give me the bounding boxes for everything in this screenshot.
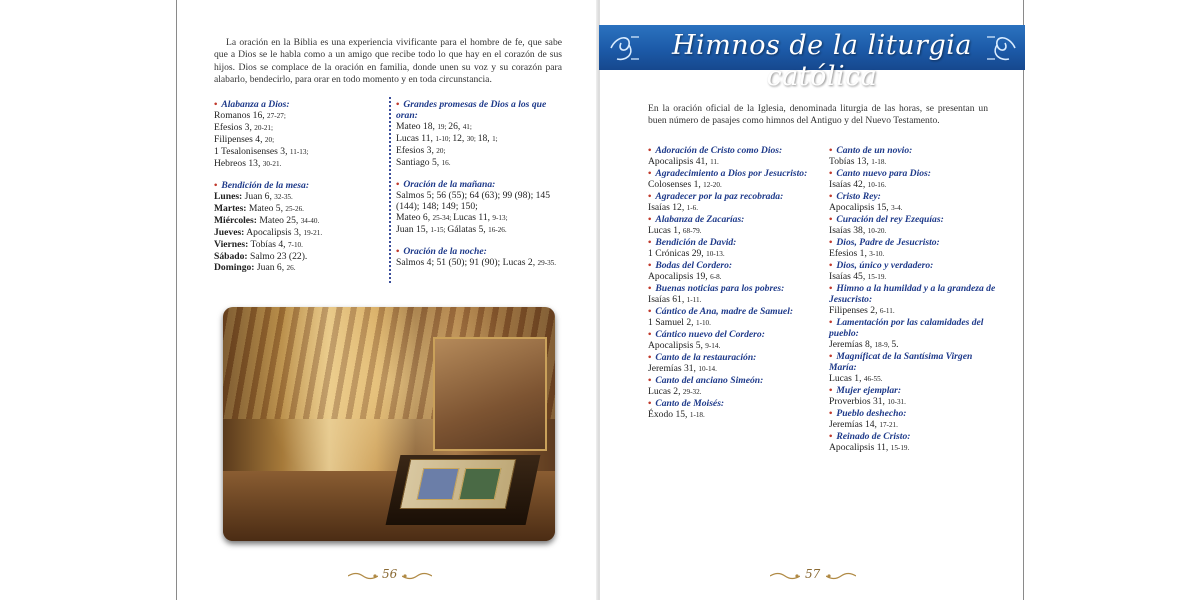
book-reference: Apocalipsis 5, — [648, 340, 706, 351]
bullet-icon: • — [829, 351, 833, 362]
book-reference: Isaías 38, — [829, 225, 868, 236]
book-reference: Jeremías 14, — [829, 419, 880, 430]
verse-number: 9-14. — [705, 342, 721, 350]
section-title — [648, 237, 818, 248]
book-reference: Apocalipsis 11, — [829, 442, 891, 453]
right-intro-paragraph: En la oración oficial de la Iglesia, denominada liturgia de las horas, se presentan un buen número de pasajes como himnos del Antiguo y del Nuevo Testamento. — [648, 103, 988, 127]
section-title-text: Canto del anciano Simeón: — [655, 375, 764, 386]
book-reference: Jeremías 31, — [648, 363, 699, 374]
photo-illuminated-book — [400, 459, 517, 509]
verse-number: 12-20. — [703, 181, 722, 189]
hymn-reference — [829, 202, 999, 214]
book-reference: Filipenses 2, — [829, 305, 880, 316]
bullet-icon: • — [648, 283, 652, 294]
hymn-reference — [648, 225, 818, 237]
hymn-reference — [648, 271, 818, 283]
section-title-text: Canto de la restauración: — [655, 352, 757, 363]
bullet-icon: • — [396, 179, 400, 190]
verse-number: 19-21. — [303, 229, 323, 237]
bullet-icon: • — [829, 408, 833, 419]
bullet-icon: • — [214, 180, 218, 191]
section-title — [648, 352, 818, 363]
verse-number: 3-4. — [891, 204, 903, 212]
section-title-text: Canto de un novio: — [836, 145, 913, 156]
book-reference: Mateo 5, — [246, 203, 286, 214]
section-title — [648, 398, 818, 409]
reference-line — [396, 133, 564, 145]
bullet-icon: • — [829, 283, 833, 294]
section-title — [829, 408, 999, 419]
book-reference: Apocalipsis 3, — [244, 227, 304, 238]
verse-number: 29-32. — [682, 388, 702, 396]
section-title-text: Canto nuevo para Dios: — [836, 168, 931, 179]
verse-number: 1-18. — [871, 158, 887, 166]
book-reference: Gálatas 5, — [447, 224, 489, 235]
book-reference: 1 Samuel 2, — [648, 317, 696, 328]
bullet-icon: • — [648, 375, 652, 386]
book-reference: Tobías 4, — [248, 239, 288, 250]
section-title — [829, 191, 999, 202]
prayer-section — [396, 99, 564, 169]
hymn-entry — [648, 283, 818, 306]
book-reference: 1 Crónicas 29, — [648, 248, 707, 259]
section-title-text: Cántico de Ana, madre de Samuel: — [655, 306, 794, 317]
verse-number: 34-40. — [300, 217, 320, 225]
hymn-reference — [648, 202, 818, 214]
verse-number: 1-15; — [430, 226, 448, 234]
section-title — [829, 385, 999, 396]
section-title-text: Bendición de David: — [655, 237, 737, 248]
section-title — [648, 168, 818, 179]
vatican-library-photo — [223, 307, 555, 541]
verse-number: 15-19. — [890, 444, 910, 452]
verse-number: 15-19. — [867, 273, 887, 281]
hymn-entry — [829, 283, 999, 317]
section-title — [648, 306, 818, 317]
book-reference: Hebreos 13, — [214, 158, 263, 169]
section-title-text: Bendición de la mesa: — [221, 180, 310, 191]
section-title-text: Alabanza a Dios: — [221, 99, 290, 110]
book-right-illumination — [459, 468, 502, 500]
book-reference: Efesios 3, — [396, 145, 437, 156]
section-title-text: Himno a la humildad y a la grandeza de Jesucristo: — [829, 283, 996, 305]
book-reference: Isaías 61, — [648, 294, 687, 305]
hymn-reference — [829, 156, 999, 168]
reference-line — [214, 146, 382, 158]
section-title-text: Pueblo deshecho: — [836, 408, 907, 419]
bullet-icon: • — [648, 260, 652, 271]
hymn-entry — [829, 237, 999, 260]
book-reference: 12, — [452, 133, 467, 144]
hymn-reference — [648, 363, 818, 375]
page-ornament-right-icon — [402, 571, 432, 581]
left-intro-paragraph: La oración en la Biblia es una experiencia vivificante para el hombre de fe, que sabe que a Dios se le habla como a un amigo que recibe todo lo que hay en el corazón de sus hijos. Dios se complace de la oración en familia, donde unen su voz y su corazón para alabarlo, bendecirlo, para orar en todo momento y en toda circunstancia. — [214, 37, 562, 85]
hymn-reference — [648, 179, 818, 191]
hymn-reference — [829, 305, 999, 317]
book-reference: Isaías 42, — [829, 179, 868, 190]
weekday-label: Jueves: — [214, 227, 245, 238]
book-reference: Apocalipsis 19, — [648, 271, 711, 282]
reference-line — [214, 227, 382, 239]
verse-number: 7-10. — [287, 241, 303, 249]
reference-line — [396, 224, 564, 236]
verse-number: 41; — [462, 123, 472, 131]
book-reference: Efesios 3, — [214, 122, 255, 133]
book-reference: Lucas 1, — [829, 373, 864, 384]
section-title — [214, 180, 382, 191]
bullet-icon: • — [648, 398, 652, 409]
book-reference: Éxodo 15, — [648, 409, 690, 420]
reference-line — [214, 191, 382, 203]
section-title — [648, 191, 818, 202]
hymn-reference — [829, 442, 999, 454]
weekday-label: Miércoles: — [214, 215, 257, 226]
hymn-reference — [648, 409, 818, 421]
right-column-2 — [829, 145, 999, 454]
bullet-icon: • — [396, 246, 400, 257]
verse-number: 16-26. — [488, 226, 507, 234]
section-title — [396, 179, 564, 190]
section-title-text: Alabanza de Zacarías: — [655, 214, 745, 225]
book-reference: Mateo 6, — [396, 212, 433, 223]
bullet-icon: • — [396, 99, 400, 110]
hymn-entry — [829, 168, 999, 191]
weekday-label: Sábado: — [214, 251, 248, 262]
hymn-entry — [829, 408, 999, 431]
section-title — [829, 283, 999, 305]
section-title — [648, 214, 818, 225]
verse-number: 1-18. — [689, 411, 705, 419]
section-title-text: Dios, único y verdadero: — [836, 260, 934, 271]
hymn-entry — [648, 237, 818, 260]
book-reference: Juan 6, — [242, 191, 275, 202]
book-reference: 5. — [891, 339, 899, 350]
hymn-reference — [829, 248, 999, 260]
verse-number: 1-10. — [695, 319, 711, 327]
hymn-entry — [829, 191, 999, 214]
book-reference: Jeremías 8, — [829, 339, 875, 350]
section-title-text: Canto de Moisés: — [655, 398, 725, 409]
verse-number: 18-9, — [874, 341, 892, 349]
verse-number: 1-10; — [435, 135, 453, 143]
page-ornament-left-icon — [348, 571, 378, 581]
section-title — [648, 260, 818, 271]
hymn-reference — [829, 373, 999, 385]
left-column-2 — [396, 99, 564, 279]
chapter-title: Himnos de la liturgia católica — [672, 30, 972, 92]
book-reference: Apocalipsis 15, — [829, 202, 892, 213]
verse-number: 30-21. — [262, 160, 282, 168]
verse-number: 3-10. — [869, 250, 885, 258]
reference-line — [214, 158, 382, 170]
chapter-header-band — [599, 25, 1025, 92]
bullet-icon: • — [829, 214, 833, 225]
bullet-icon: • — [829, 431, 833, 442]
section-title-text: Magníficat de la Santísima Virgen María: — [829, 351, 973, 373]
hymn-reference — [648, 248, 818, 260]
bullet-icon: • — [829, 145, 833, 156]
verse-number: 25-26. — [285, 205, 304, 213]
section-title-text: Oración de la noche: — [403, 246, 487, 257]
reference-line — [214, 239, 382, 251]
reference-line — [214, 122, 382, 134]
bullet-icon: • — [829, 260, 833, 271]
verse-number: 16. — [441, 159, 451, 167]
verse-number: 32-35. — [274, 193, 293, 201]
hymn-entry — [648, 306, 818, 329]
section-title-text: Curación del rey Ezequías: — [836, 214, 944, 225]
reference-line — [214, 110, 382, 122]
bullet-icon: • — [829, 237, 833, 248]
page-number-56: 56 — [382, 567, 398, 581]
hymn-entry — [648, 352, 818, 375]
verse-number: 6-11. — [879, 307, 895, 315]
verse-number: 10-14. — [698, 365, 717, 373]
section-title-text: Agradecimiento a Dios por Jesucristo: — [655, 168, 808, 179]
reference-line — [396, 145, 564, 157]
book-reference: Juan 6, — [254, 262, 287, 273]
hymn-entry — [829, 214, 999, 237]
book-reference: 18, — [477, 133, 493, 144]
reference-line — [396, 190, 564, 212]
hymn-reference — [829, 419, 999, 431]
verse-number: 29-35. — [537, 259, 557, 267]
reference-line — [396, 157, 564, 169]
reference-line — [396, 121, 564, 133]
hymn-reference — [829, 271, 999, 283]
prayer-section — [396, 246, 564, 269]
section-title — [396, 246, 564, 257]
book-reference: Salmos 4; 51 (50); 91 (90); Lucas 2, — [396, 257, 538, 268]
verse-number: 10-20. — [867, 227, 887, 235]
hymn-entry — [829, 431, 999, 454]
verse-number: 19; — [437, 123, 449, 131]
verse-number: 26. — [286, 264, 296, 272]
section-title-text: Mujer ejemplar: — [836, 385, 902, 396]
hymn-reference — [829, 396, 999, 408]
section-title-text: Cántico nuevo del Cordero: — [655, 329, 765, 340]
reference-line — [214, 251, 382, 262]
section-title — [648, 375, 818, 386]
bullet-icon: • — [648, 306, 652, 317]
book-reference: Filipenses 4, — [214, 134, 265, 145]
section-title — [829, 145, 999, 156]
section-title-text: Reinado de Cristo: — [836, 431, 911, 442]
section-title-text: Lamentación por las calamidades del pueblo: — [829, 317, 984, 339]
weekday-label: Lunes: — [214, 191, 243, 202]
book-reference: Lucas 11, — [453, 212, 493, 223]
right-page-edge — [1023, 0, 1024, 600]
section-title — [829, 214, 999, 225]
hymn-entry — [829, 385, 999, 408]
verse-number: 46-55. — [863, 375, 883, 383]
book-reference: Salmo 23 (22). — [247, 251, 308, 262]
hymn-entry — [829, 317, 999, 351]
verse-number: 10-16. — [867, 181, 887, 189]
hymn-entry — [648, 329, 818, 352]
hymn-reference — [648, 156, 818, 168]
section-title — [214, 99, 382, 110]
section-title — [829, 237, 999, 248]
section-title-text: Bodas del Cordero: — [655, 260, 733, 271]
section-title — [829, 431, 999, 442]
hymn-entry — [648, 191, 818, 214]
right-column-1 — [648, 145, 818, 421]
page-ornament-left-icon — [770, 571, 800, 581]
book-reference: Lucas 2, — [648, 386, 683, 397]
verse-number: 10-13. — [706, 250, 725, 258]
section-title-text: Oración de la mañana: — [403, 179, 496, 190]
weekday-label: Viernes: — [214, 239, 249, 250]
verse-number: 11-13; — [289, 148, 309, 156]
flourish-right-icon — [983, 31, 1019, 65]
verse-number: 17-21. — [879, 421, 898, 429]
verse-number: 68-79. — [682, 227, 702, 235]
column-divider — [389, 97, 391, 283]
bullet-icon: • — [214, 99, 218, 110]
prayer-section — [214, 180, 382, 274]
book-reference: Proverbios 31, — [829, 396, 888, 407]
verse-number: 10-31. — [887, 398, 906, 406]
hymn-entry — [648, 375, 818, 398]
hymn-reference — [829, 225, 999, 237]
hymn-reference — [829, 339, 999, 351]
hymn-entry — [829, 260, 999, 283]
section-title — [829, 168, 999, 179]
book-reference: 26, — [448, 121, 463, 132]
section-title — [648, 329, 818, 340]
hymn-entry — [648, 145, 818, 168]
verse-number: 6-8. — [710, 273, 722, 281]
book-reference: Romanos 16, — [214, 110, 268, 121]
hymn-reference — [648, 386, 818, 398]
verse-number: 1-11. — [686, 296, 702, 304]
book-reference: Efesios 1, — [829, 248, 870, 259]
section-title — [829, 351, 999, 373]
section-title-text: Dios, Padre de Jesucristo: — [836, 237, 940, 248]
photo-fresco — [433, 337, 547, 451]
bullet-icon: • — [648, 237, 652, 248]
page-number-57: 57 — [805, 567, 821, 581]
verse-number: 20; — [264, 136, 275, 144]
book-reference: 1 Tesalonisenses 3, — [214, 146, 290, 157]
section-title — [648, 145, 818, 156]
verse-number: 1-6. — [686, 204, 699, 212]
book-left-illumination — [417, 468, 460, 500]
book-reference: Isaías 45, — [829, 271, 868, 282]
verse-number: 9-13; — [492, 214, 508, 222]
prayer-section — [396, 179, 564, 236]
section-title-text: Agradecer por la paz recobrada: — [655, 191, 784, 202]
book-reference: Salmos 5; 56 (55); 64 (63); 99 (98); 145 (144); 148; 149; 150; — [396, 190, 551, 212]
book-reference: Mateo 18, — [396, 121, 438, 132]
hymn-reference — [829, 179, 999, 191]
verse-number: 30; — [466, 135, 478, 143]
weekday-label: Martes: — [214, 203, 247, 214]
section-title-text: Adoración de Cristo como Dios: — [655, 145, 783, 156]
verse-number: 27-27; — [267, 112, 286, 120]
hymn-entry — [648, 260, 818, 283]
page-ornament-right-icon — [826, 571, 856, 581]
bullet-icon: • — [648, 214, 652, 225]
verse-number: 20; — [436, 147, 446, 155]
reference-line — [396, 212, 564, 224]
bullet-icon: • — [829, 385, 833, 396]
book-reference: Lucas 1, — [648, 225, 683, 236]
bullet-icon: • — [829, 317, 833, 328]
book-reference: Apocalipsis 41, — [648, 156, 711, 167]
prayer-section — [214, 99, 382, 170]
book-reference: Santiago 5, — [396, 157, 442, 168]
verse-number: 1; — [492, 135, 498, 143]
hymn-reference — [648, 294, 818, 306]
book-reference: Juan 15, — [396, 224, 431, 235]
bullet-icon: • — [648, 329, 652, 340]
bullet-icon: • — [648, 191, 652, 202]
flourish-left-icon — [607, 31, 643, 65]
book-reference: Tobías 13, — [829, 156, 872, 167]
section-title — [829, 317, 999, 339]
book-reference: Lucas 11, — [396, 133, 436, 144]
hymn-reference — [648, 317, 818, 329]
bullet-icon: • — [648, 168, 652, 179]
bullet-icon: • — [829, 191, 833, 202]
reference-line — [214, 215, 382, 227]
verse-number: 20-21; — [254, 124, 274, 132]
section-title — [829, 260, 999, 271]
reference-line — [214, 134, 382, 146]
reference-line — [396, 257, 564, 269]
reference-line — [214, 203, 382, 215]
hymn-entry — [648, 398, 818, 421]
hymn-entry — [829, 145, 999, 168]
left-column-1 — [214, 99, 382, 284]
weekday-label: Domingo: — [214, 262, 255, 273]
book-reference: Colosenses 1, — [648, 179, 704, 190]
verse-number: 25-34; — [432, 214, 454, 222]
verse-number: 11. — [710, 158, 719, 166]
bullet-icon: • — [648, 352, 652, 363]
bullet-icon: • — [829, 168, 833, 179]
hymn-entry — [829, 351, 999, 385]
hymn-reference — [648, 340, 818, 352]
section-title — [648, 283, 818, 294]
book-reference: Isaías 12, — [648, 202, 687, 213]
reference-line — [214, 262, 382, 274]
section-title-text: Buenas noticias para los pobres: — [655, 283, 785, 294]
hymn-entry — [648, 168, 818, 191]
bullet-icon: • — [648, 145, 652, 156]
section-title-text: Grandes promesas de Dios a los que oran: — [396, 99, 547, 121]
section-title-text: Cristo Rey: — [836, 191, 881, 202]
hymn-entry — [648, 214, 818, 237]
book-reference: Mateo 25, — [256, 215, 301, 226]
left-page-edge — [176, 0, 177, 600]
section-title — [396, 99, 564, 121]
